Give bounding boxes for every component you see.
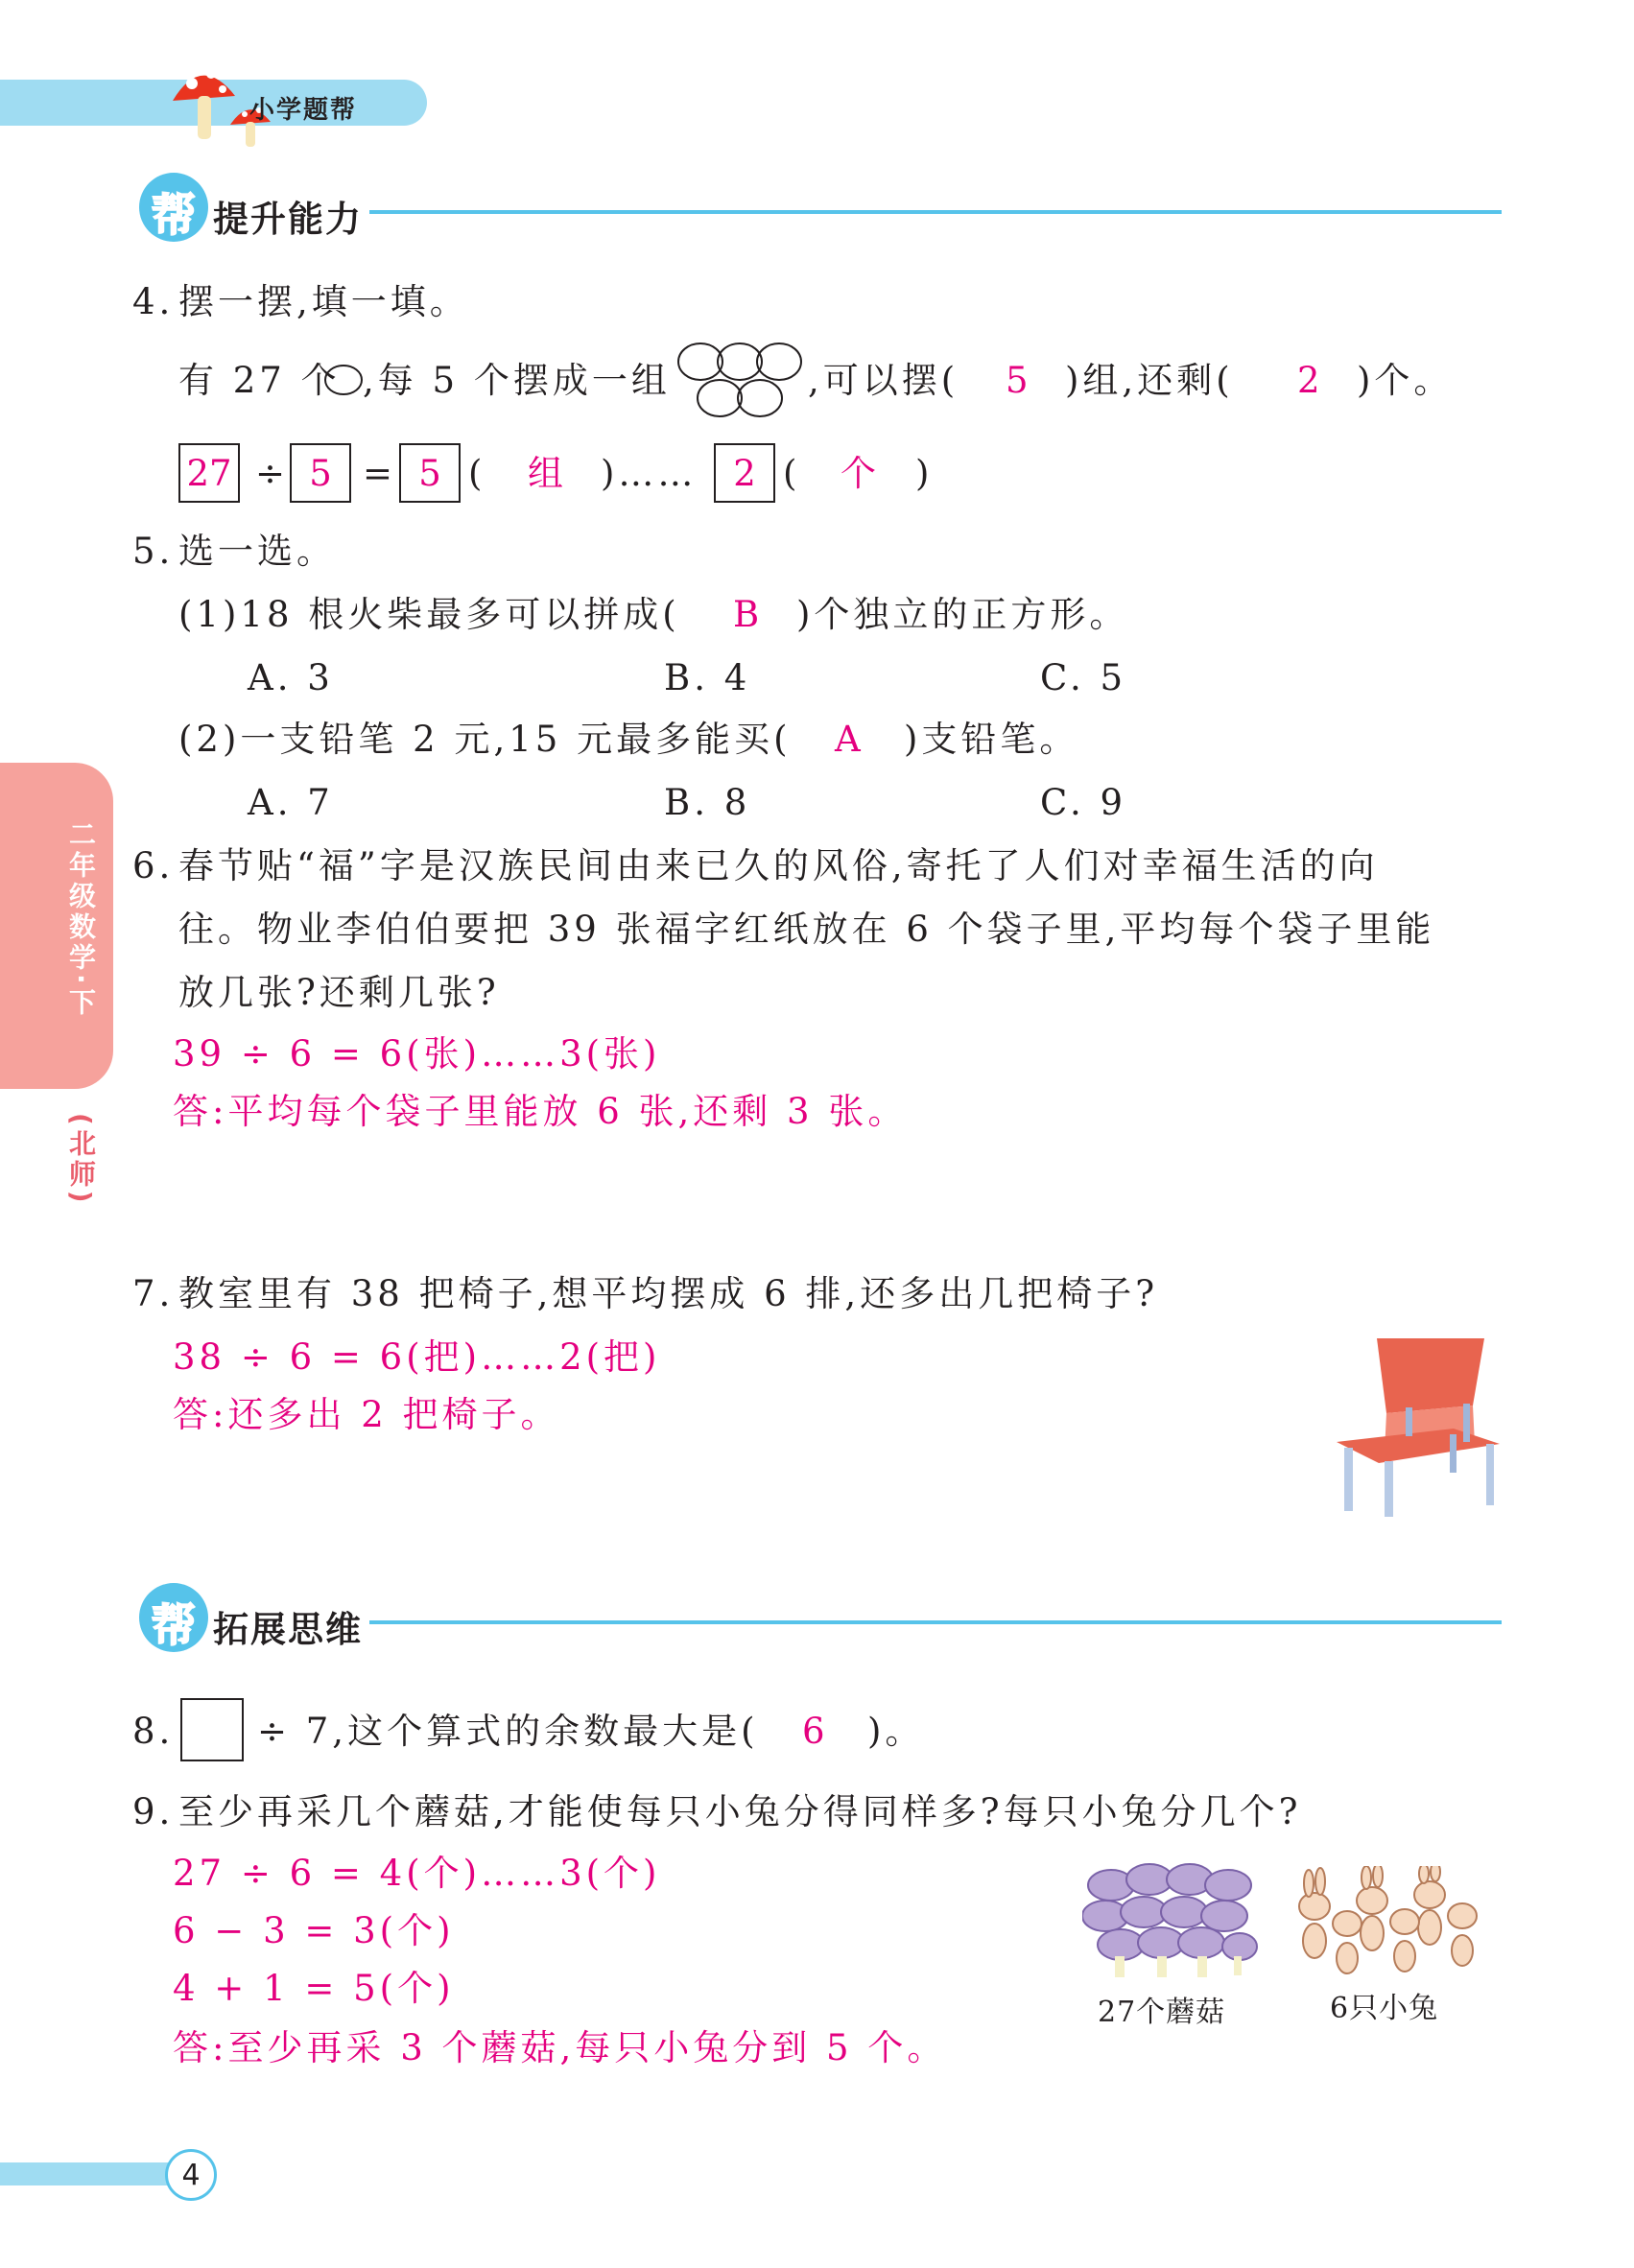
answer-equation: 39 ÷ 6 = 6(张)……3(张) <box>173 1033 661 1075</box>
section-badge-char: 帮 <box>152 1599 196 1651</box>
answer-blank: 6 <box>802 1711 829 1752</box>
mushroom-caption: 27个蘑菇 <box>1098 1996 1226 2029</box>
q4-text: )…… <box>601 453 698 494</box>
answer-box: 27 <box>178 443 240 503</box>
rabbit-caption: 6只小兔 <box>1330 1992 1439 2025</box>
q4-text: 有 27 个 <box>178 360 341 401</box>
question-number: 8. <box>132 1711 175 1752</box>
circle-group-icon <box>674 341 806 421</box>
answer-sentence: 答:平均每个袋子里能放 6 张,还剩 3 张。 <box>173 1091 908 1132</box>
mushrooms-icon <box>1082 1856 1260 1986</box>
option: B. 8 <box>664 782 751 823</box>
answer-unit: 组 <box>528 453 567 494</box>
answer-unit: 个 <box>841 453 880 494</box>
q4-text: ,可以摆( <box>808 360 959 401</box>
operator: ÷ <box>255 453 290 494</box>
q5-part1: (1)18 根火柴最多可以拼成( <box>178 594 680 635</box>
answer-blank: 2 <box>1297 360 1324 401</box>
question-text: 教室里有 38 把椅子,想平均摆成 6 排,还多出几把椅子? <box>178 1273 1159 1314</box>
brand-label: 小学题帮 <box>249 96 358 125</box>
side-tab-grade: 二年级数学·下 <box>65 820 97 1019</box>
answer-box: 5 <box>290 443 351 503</box>
section-divider <box>369 210 1502 214</box>
section-badge-char: 帮 <box>152 189 196 241</box>
paren: ( <box>468 453 486 494</box>
answer-sentence: 答:还多出 2 把椅子。 <box>173 1394 560 1435</box>
q4-text: ,每 5 个摆成一组 <box>363 360 671 401</box>
q4-text: )组,还剩( <box>1065 360 1234 401</box>
option: B. 4 <box>664 657 751 698</box>
side-tab-edition: (北师) <box>65 1113 97 1207</box>
answer-box: 2 <box>714 443 775 503</box>
chair-icon <box>1329 1329 1502 1521</box>
question-title: 摆一摆,填一填。 <box>178 281 469 322</box>
section-divider <box>369 1620 1502 1624</box>
answer-equation: 4 + 1 = 5(个) <box>173 1968 455 2009</box>
page-number: 4 <box>165 2149 217 2201</box>
operator: = <box>363 453 397 494</box>
question-number: 5. <box>132 531 175 572</box>
question-number: 6. <box>132 845 175 886</box>
question-text: )。 <box>867 1711 925 1752</box>
question-text: 至少再采几个蘑菇,才能使每只小兔分得同样多?每只小兔分几个? <box>178 1791 1302 1832</box>
question-number: 9. <box>132 1791 175 1832</box>
section-title: 拓展思维 <box>213 1609 363 1650</box>
rabbits-icon <box>1286 1866 1487 1986</box>
section-title: 提升能力 <box>213 199 363 240</box>
answer-box: 5 <box>399 443 461 503</box>
option: A. 3 <box>248 657 334 698</box>
option: C. 5 <box>1040 657 1127 698</box>
question-number: 4. <box>132 281 175 322</box>
paren: ) <box>915 453 934 494</box>
q5-part2: )支铅笔。 <box>904 719 1079 760</box>
answer-blank: 5 <box>1006 360 1032 401</box>
question-text: 往。物业李伯伯要把 39 张福字红纸放在 6 个袋子里,平均每个袋子里能 <box>178 909 1435 950</box>
question-text: 放几张?还剩几张? <box>178 972 500 1013</box>
question-title: 选一选。 <box>178 531 336 572</box>
q5-part1: )个独立的正方形。 <box>796 594 1129 635</box>
circle-icon <box>322 363 365 397</box>
option: C. 9 <box>1040 782 1127 823</box>
answer-sentence: 答:至少再采 3 个蘑菇,每只小兔分到 5 个。 <box>173 2027 947 2068</box>
option: A. 7 <box>248 782 334 823</box>
q5-part2: (2)一支铅笔 2 元,15 元最多能买( <box>178 719 792 760</box>
answer-equation: 38 ÷ 6 = 6(把)……2(把) <box>173 1336 661 1378</box>
answer-equation: 27 ÷ 6 = 4(个)……3(个) <box>173 1853 661 1894</box>
question-text: 春节贴“福”字是汉族民间由来已久的风俗,寄托了人们对幸福生活的向 <box>178 845 1379 886</box>
question-number: 7. <box>132 1273 175 1314</box>
paren: ( <box>783 453 801 494</box>
empty-box <box>180 1698 244 1761</box>
question-text: ÷ 7,这个算式的余数最大是( <box>257 1711 759 1752</box>
answer-equation: 6 − 3 = 3(个) <box>173 1910 455 1951</box>
answer-blank: A <box>835 719 864 760</box>
answer-blank: B <box>733 594 764 635</box>
q4-text: )个。 <box>1357 360 1454 401</box>
page-number-band <box>0 2162 187 2185</box>
